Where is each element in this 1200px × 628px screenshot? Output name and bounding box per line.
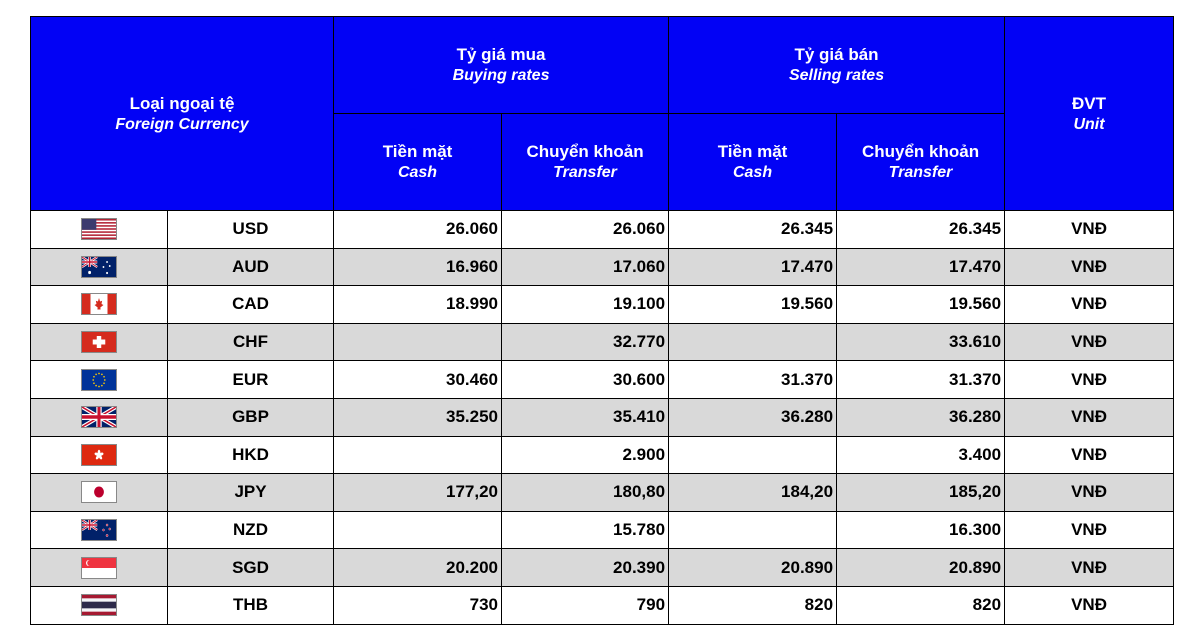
buy-cash-cell: 35.250 bbox=[334, 398, 502, 436]
header-sell-cash-vi: Tiền mặt bbox=[717, 142, 788, 161]
sell-transfer-cell: 33.610 bbox=[837, 323, 1005, 361]
unit-cell: VNĐ bbox=[1005, 248, 1174, 286]
sell-transfer-cell: 20.890 bbox=[837, 549, 1005, 587]
sell-transfer-cell: 16.300 bbox=[837, 511, 1005, 549]
header-buying-vi: Tỷ giá mua bbox=[456, 45, 546, 64]
sell-cash-cell bbox=[669, 436, 837, 474]
sell-cash-cell: 184,20 bbox=[669, 474, 837, 512]
sell-transfer-cell: 26.345 bbox=[837, 211, 1005, 249]
nz-flag-icon bbox=[81, 519, 117, 541]
header-buy-cash bbox=[334, 114, 502, 211]
unit-cell: VNĐ bbox=[1005, 398, 1174, 436]
sell-transfer-cell: 19.560 bbox=[837, 286, 1005, 324]
currency-code: NZD bbox=[168, 511, 334, 549]
sell-transfer-cell: 820 bbox=[837, 586, 1005, 624]
buy-cash-cell bbox=[334, 436, 502, 474]
sell-cash-cell: 20.890 bbox=[669, 549, 837, 587]
currency-code: JPY bbox=[168, 474, 334, 512]
sell-transfer-cell: 17.470 bbox=[837, 248, 1005, 286]
buy-transfer-cell: 26.060 bbox=[502, 211, 669, 249]
buy-cash-cell bbox=[334, 511, 502, 549]
buy-transfer-cell: 2.900 bbox=[502, 436, 669, 474]
header-selling-vi: Tỷ giá bán bbox=[794, 45, 879, 64]
header-selling-rates bbox=[669, 17, 1005, 114]
header-sell-transfer bbox=[837, 114, 1005, 211]
table-row bbox=[31, 323, 1174, 361]
table-row bbox=[31, 211, 1174, 249]
header-sell-transfer-vi: Chuyển khoản bbox=[861, 142, 980, 161]
sell-cash-cell: 36.280 bbox=[669, 398, 837, 436]
flag-cell bbox=[31, 398, 168, 436]
header-buying-en: Buying rates bbox=[452, 67, 550, 84]
buy-cash-cell bbox=[334, 323, 502, 361]
header-sell-cash-en: Cash bbox=[732, 164, 773, 181]
table-row bbox=[31, 549, 1174, 587]
header-selling-en: Selling rates bbox=[788, 67, 885, 84]
buy-cash-cell: 26.060 bbox=[334, 211, 502, 249]
header-buying-rates bbox=[334, 17, 669, 114]
currency-code: HKD bbox=[168, 436, 334, 474]
flag-cell bbox=[31, 286, 168, 324]
table-row bbox=[31, 248, 1174, 286]
sell-transfer-cell: 36.280 bbox=[837, 398, 1005, 436]
unit-cell: VNĐ bbox=[1005, 323, 1174, 361]
table-row bbox=[31, 398, 1174, 436]
sell-transfer-cell: 3.400 bbox=[837, 436, 1005, 474]
buy-transfer-cell: 15.780 bbox=[502, 511, 669, 549]
jp-flag-icon bbox=[81, 481, 117, 503]
table-row bbox=[31, 436, 1174, 474]
sell-cash-cell: 19.560 bbox=[669, 286, 837, 324]
header-buy-transfer-en: Transfer bbox=[553, 164, 617, 181]
flag-cell bbox=[31, 586, 168, 624]
sg-flag-icon bbox=[81, 557, 117, 579]
table-row bbox=[31, 586, 1174, 624]
sell-cash-cell: 820 bbox=[669, 586, 837, 624]
header-currency-en: Foreign Currency bbox=[115, 115, 249, 133]
buy-cash-cell: 177,20 bbox=[334, 474, 502, 512]
sell-cash-cell bbox=[669, 323, 837, 361]
table-row bbox=[31, 474, 1174, 512]
sell-cash-cell: 26.345 bbox=[669, 211, 837, 249]
header-currency-vi: Loại ngoại tệ bbox=[129, 93, 235, 113]
currency-code: USD bbox=[168, 211, 334, 249]
rate-rows bbox=[31, 211, 1174, 625]
header-buy-transfer bbox=[502, 114, 669, 211]
unit-cell: VNĐ bbox=[1005, 361, 1174, 399]
currency-code: CHF bbox=[168, 323, 334, 361]
header-unit-en: Unit bbox=[1073, 115, 1105, 133]
buy-transfer-cell: 20.390 bbox=[502, 549, 669, 587]
unit-cell: VNĐ bbox=[1005, 549, 1174, 587]
flag-cell bbox=[31, 211, 168, 249]
header-buy-cash-vi: Tiền mặt bbox=[382, 142, 453, 161]
buy-cash-cell: 16.960 bbox=[334, 248, 502, 286]
sell-cash-cell: 31.370 bbox=[669, 361, 837, 399]
unit-cell: VNĐ bbox=[1005, 436, 1174, 474]
unit-cell: VNĐ bbox=[1005, 586, 1174, 624]
unit-cell: VNĐ bbox=[1005, 286, 1174, 324]
header-foreign-currency bbox=[31, 17, 334, 211]
flag-cell bbox=[31, 323, 168, 361]
ch-flag-icon bbox=[81, 331, 117, 353]
buy-transfer-cell: 30.600 bbox=[502, 361, 669, 399]
header-unit-vi: ĐVT bbox=[1072, 93, 1107, 113]
header-buy-cash-en: Cash bbox=[397, 164, 438, 181]
buy-transfer-cell: 180,80 bbox=[502, 474, 669, 512]
au-flag-icon bbox=[81, 256, 117, 278]
table-row bbox=[31, 361, 1174, 399]
flag-cell bbox=[31, 436, 168, 474]
table-row bbox=[31, 286, 1174, 324]
sell-transfer-cell: 185,20 bbox=[837, 474, 1005, 512]
gb-flag-icon bbox=[81, 406, 117, 428]
us-flag-icon bbox=[81, 218, 117, 240]
flag-cell bbox=[31, 248, 168, 286]
flag-cell bbox=[31, 474, 168, 512]
currency-code: GBP bbox=[168, 398, 334, 436]
unit-cell: VNĐ bbox=[1005, 211, 1174, 249]
buy-transfer-cell: 32.770 bbox=[502, 323, 669, 361]
flag-cell bbox=[31, 511, 168, 549]
buy-transfer-cell: 19.100 bbox=[502, 286, 669, 324]
sell-cash-cell: 17.470 bbox=[669, 248, 837, 286]
currency-code: AUD bbox=[168, 248, 334, 286]
table-row bbox=[31, 511, 1174, 549]
header-unit bbox=[1005, 17, 1174, 211]
eu-flag-icon bbox=[81, 369, 117, 391]
unit-cell: VNĐ bbox=[1005, 474, 1174, 512]
unit-cell: VNĐ bbox=[1005, 511, 1174, 549]
buy-cash-cell: 18.990 bbox=[334, 286, 502, 324]
flag-cell bbox=[31, 361, 168, 399]
flag-cell bbox=[31, 549, 168, 587]
buy-transfer-cell: 17.060 bbox=[502, 248, 669, 286]
buy-cash-cell: 730 bbox=[334, 586, 502, 624]
currency-code: THB bbox=[168, 586, 334, 624]
sell-cash-cell bbox=[669, 511, 837, 549]
currency-code: SGD bbox=[168, 549, 334, 587]
header-sell-transfer-en: Transfer bbox=[888, 164, 953, 181]
header-sell-cash bbox=[669, 114, 837, 211]
buy-transfer-cell: 790 bbox=[502, 586, 669, 624]
th-flag-icon bbox=[81, 594, 117, 616]
exchange-rate-table bbox=[30, 16, 1174, 625]
header-buy-transfer-vi: Chuyển khoản bbox=[526, 142, 644, 161]
sell-transfer-cell: 31.370 bbox=[837, 361, 1005, 399]
buy-cash-cell: 20.200 bbox=[334, 549, 502, 587]
currency-code: EUR bbox=[168, 361, 334, 399]
ca-flag-icon bbox=[81, 293, 117, 315]
buy-cash-cell: 30.460 bbox=[334, 361, 502, 399]
hk-flag-icon bbox=[81, 444, 117, 466]
currency-code: CAD bbox=[168, 286, 334, 324]
buy-transfer-cell: 35.410 bbox=[502, 398, 669, 436]
